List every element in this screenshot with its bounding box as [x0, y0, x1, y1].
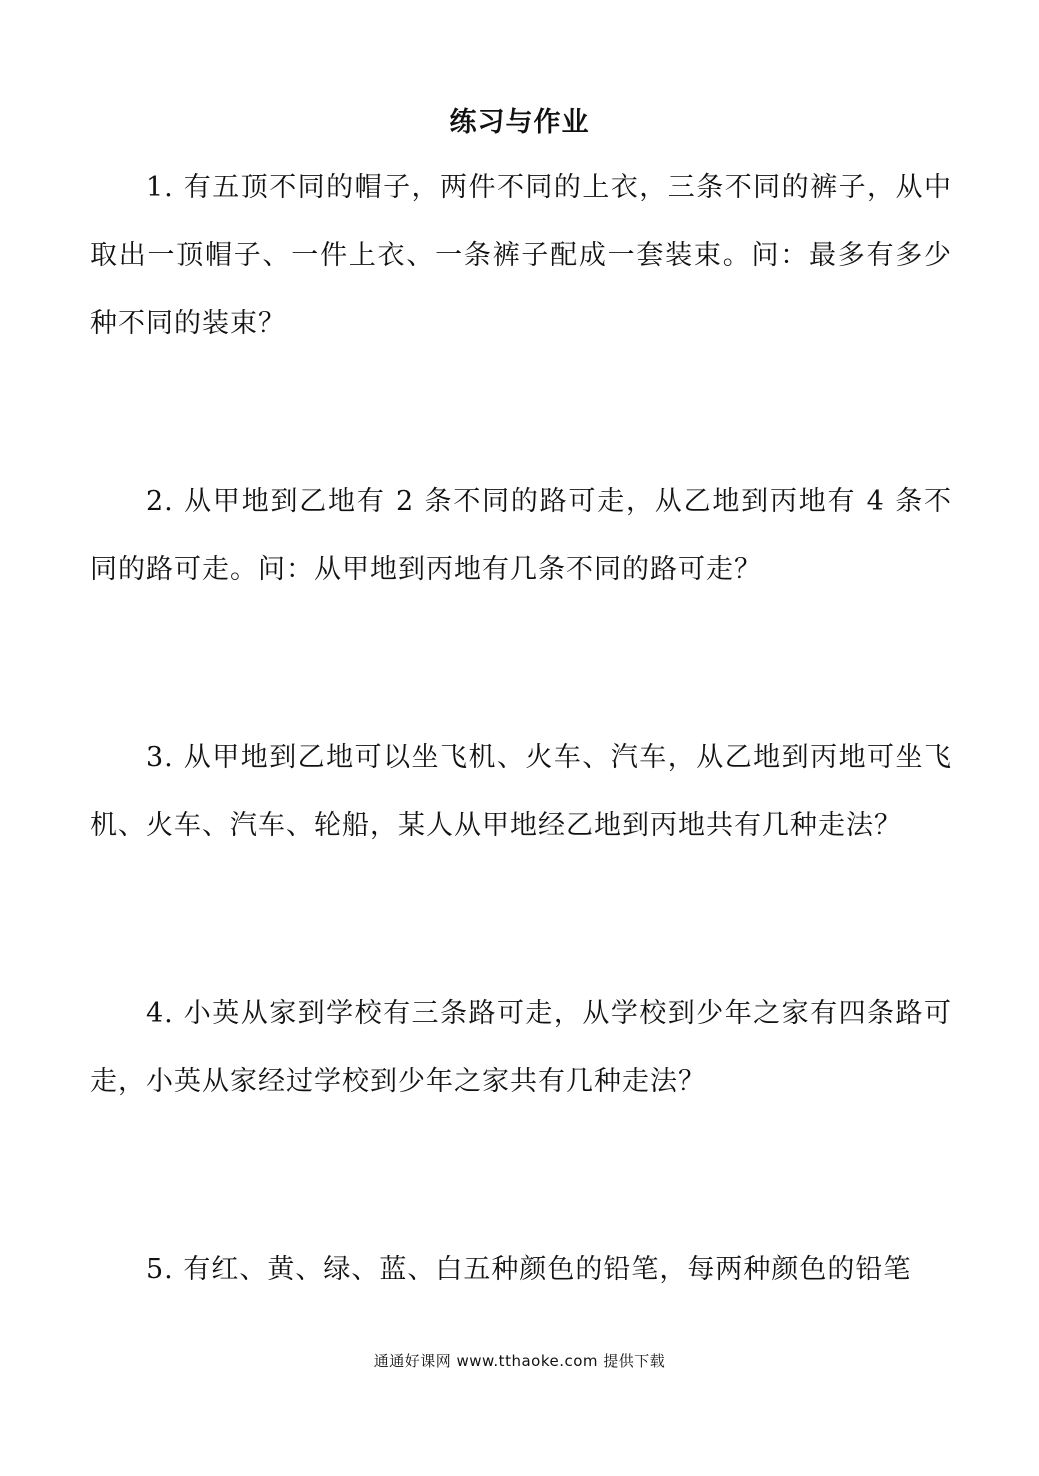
problem-3: 3. 从甲地到乙地可以坐飞机、火车、汽车，从乙地到丙地可坐飞机、火车、汽车、轮船，某人从甲地经乙地到丙地共有几种走法？	[90, 742, 952, 841]
problem-2: 2. 从甲地到乙地有 2 条不同的路可走，从乙地到丙地有 4 条不同的路可走。问：从甲地到丙地有几条不同的路可走？	[90, 486, 952, 585]
problem-5: 5. 有红、黄、绿、蓝、白五种颜色的铅笔，每两种颜色的铅笔	[146, 1254, 912, 1285]
page-title: 练习与作业	[449, 107, 590, 138]
problem-1: 1. 有五顶不同的帽子，两件不同的上衣，三条不同的裤子，从中取出一顶帽子、一件上衣、一条裤子配成一套装束。问：最多有多少种不同的装束？	[90, 172, 952, 339]
page-footer: 通通好课网 www.tthaoke.com 提供下载	[373, 1352, 666, 1370]
problem-4: 4. 小英从家到学校有三条路可走，从学校到少年之家有四条路可走，小英从家经过学校到少年之家共有几种走法？	[90, 998, 952, 1097]
